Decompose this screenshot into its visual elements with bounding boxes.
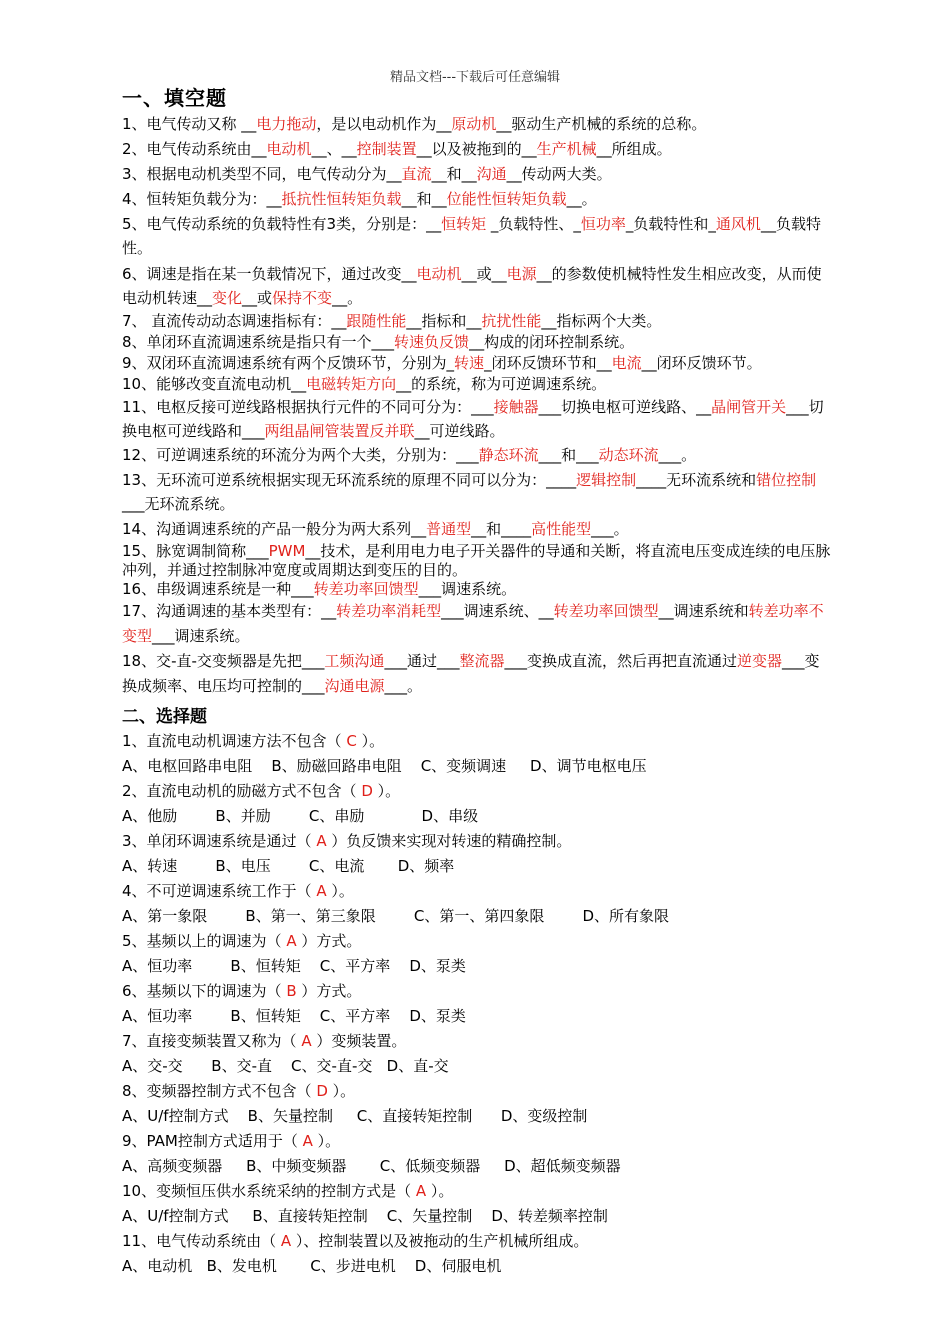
fill-question-12: 12、可逆调速系统的环流分为两个大类，分别为：___静态环流___和___动态环流___。 [122, 446, 697, 464]
choice-options: A、高频变频器 B、中频变频器 C、低频变频器 D、超低频变频器 [122, 1157, 621, 1175]
fill-question-8: 8、单闭环直流调速系统是指只有一个___转速负反馈__构成的闭环控制系统。 [122, 333, 635, 351]
choice-question: 5、基频以上的调速为（ A ）方式。 [122, 932, 362, 950]
choice-question: 9、PAM控制方式适用于（ A ）。 [122, 1132, 341, 1150]
choice-answer: A [316, 832, 327, 850]
choice-question: 2、直流电动机的励磁方式不包含（ D ）。 [122, 782, 401, 800]
choice-answer: D [316, 1082, 328, 1100]
choice-answer: A [301, 1032, 312, 1050]
fill-question-10: 10、能够改变直流电动机__电磁转矩方向__的系统，称为可逆调速系统。 [122, 375, 607, 393]
fill-question-2: 2、电气传动系统由__电动机__、__控制装置__以及被拖到的__生产机械__所组成。 [122, 140, 672, 158]
choice-options: A、U/f控制方式 B、矢量控制 C、直接转矩控制 D、变级控制 [122, 1107, 588, 1125]
choice-answer: A [415, 1182, 427, 1200]
choice-options: A、他励 B、并励 C、串励 D、串级 [122, 807, 479, 825]
choice-answer: C [346, 732, 357, 750]
fill-question-13: 13、无环流可逆系统根据实现无环流系统的原理不同可以分为：____逻辑控制____无环流系统和错位控制___无环流系统。 [122, 471, 817, 513]
fill-question-18: 18、交-直-交变频器是先把___工频沟通___通过___整流器___变换成直流，然后再把直流通过逆变器___变换成频率、电压均可控制的___沟通电源___。 [122, 652, 820, 695]
choice-question: 3、单闭环调速系统是通过（ A ）负反馈来实现对转速的精确控制。 [122, 832, 572, 850]
choice-question: 10、变频恒压供水系统采纳的控制方式是（ A ）。 [122, 1182, 454, 1200]
section-title-choice: 二、选择题 [122, 707, 207, 727]
choice-question: 11、电气传动系统由（ A ）、控制装置以及被拖动的生产机械所组成。 [122, 1232, 589, 1250]
choice-question: 6、基频以下的调速为（ B ）方式。 [122, 982, 362, 1000]
choice-answer: D [361, 782, 373, 800]
fill-question-5: 5、电气传动系统的负载特性有3类，分别是：__恒转矩 _负载特性、_恒功率_负载特性和_通风机__负载特性。 [122, 215, 821, 257]
fill-question-1: 1、电气传动又称 __电力拖动，是以电动机作为__原动机__驱动生产机械的系统的总称。 [122, 115, 707, 133]
choice-options: A、电动机 B、发电机 C、步进电机 D、伺服电机 [122, 1257, 502, 1275]
choice-question: 7、直接变频装置又称为（ A ）变频装置。 [122, 1032, 407, 1050]
choice-question: 1、直流电动机调速方法不包含（ C ）。 [122, 732, 385, 750]
choice-options: A、电枢回路串电阻 B、励磁回路串电阻 C、变频调速 D、调节电枢电压 [122, 757, 647, 775]
fill-question-6: 6、调速是指在某一负载情况下，通过改变__电动机__或__电源__的参数使机械特性发生相应改变，从而使电动机转速__变化__或保持不变__。 [122, 265, 822, 307]
choice-options: A、U/f控制方式 B、直接转矩控制 C、矢量控制 D、转差频率控制 [122, 1207, 608, 1225]
fill-question-3: 3、根据电动机类型不同，电气传动分为__直流__和__沟通__传动两大类。 [122, 165, 612, 183]
fill-question-11: 11、电枢反接可逆线路根据执行元件的不同可分为：___接触器___切换电枢可逆线路、__晶闸管开关___切换电枢可逆线路和___两组晶闸管装置反并联__可逆线路。 [122, 398, 824, 440]
choice-options: A、转速 B、电压 C、电流 D、频率 [122, 857, 455, 875]
choice-answer: A [286, 932, 297, 950]
fill-question-16: 16、串级调速系统是一种___转差功率回馈型___调速系统。 [122, 580, 517, 598]
fill-question-15: 15、脉宽调制简称___PWM__技术，是利用电力电子开关器件的导通和关断，将直流电压变成连续的电压脉冲列，并通过控制脉冲宽度或周期达到变压的目的。 [122, 542, 831, 579]
choice-answer: A [316, 882, 327, 900]
document-body [122, 84, 832, 1279]
choice-options: A、交-交 B、交-直 C、交-直-交 D、直-交 [122, 1057, 449, 1075]
choice-answer: A [302, 1132, 313, 1150]
choice-options: A、第一象限 B、第一、第三象限 C、第一、第四象限 D、所有象限 [122, 907, 670, 925]
fill-question-4: 4、恒转矩负载分为：__抵抗性恒转矩负载__和__位能性恒转矩负载__。 [122, 190, 597, 208]
page-header: 精品文档---下载后可任意编辑 [389, 70, 561, 85]
choice-options: A、恒功率 B、恒转矩 C、平方率 D、泵类 [122, 1007, 466, 1025]
fill-question-9: 9、双闭环直流调速系统有两个反馈环节，分别为_转速_闭环反馈环节和__电流__闭环反馈环节。 [122, 354, 762, 372]
choice-answer: A [280, 1232, 292, 1250]
choice-options: A、恒功率 B、恒转矩 C、平方率 D、泵类 [122, 957, 466, 975]
fill-question-14: 14、沟通调速系统的产品一般分为两大系列__普通型__和____高性能型___。 [122, 520, 629, 538]
choice-question: 4、不可逆调速系统工作于（ A ）。 [122, 882, 354, 900]
choice-answer: B [286, 982, 297, 1000]
fill-question-17: 17、沟通调速的基本类型有：__转差功率消耗型___调速系统、__转差功率回馈型__调速系统和转差功率不变型___调速系统。 [122, 602, 824, 645]
fill-question-7: 7、 直流传动动态调速指标有：__跟随性能__指标和__抗扰性能__指标两个大类。 [122, 312, 662, 330]
choice-question-list [122, 729, 832, 1279]
choice-question: 8、变频器控制方式不包含（ D ）。 [122, 1082, 356, 1100]
section-title-fill: 一、填空题 [122, 86, 227, 110]
